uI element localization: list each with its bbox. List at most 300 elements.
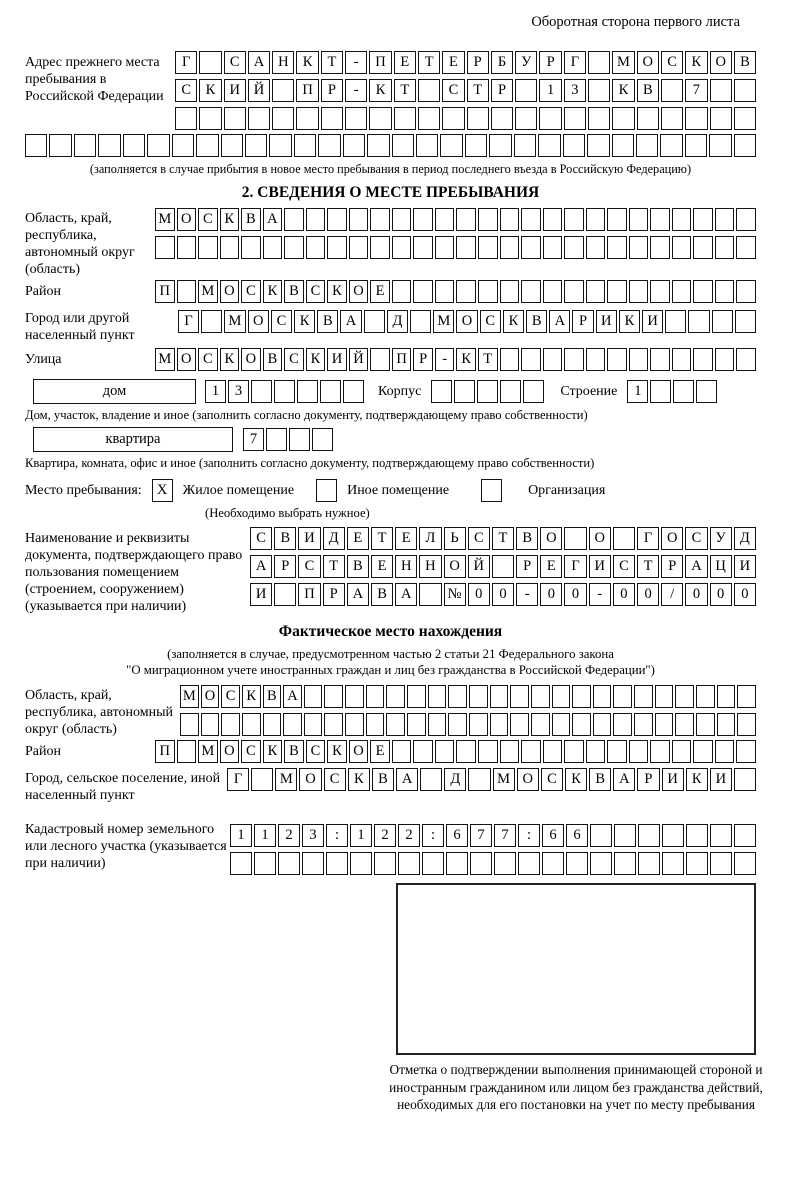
char-cell[interactable] <box>456 208 476 231</box>
char-cell[interactable] <box>531 685 550 708</box>
char-cell[interactable]: П <box>298 583 320 606</box>
char-cell[interactable] <box>542 852 564 875</box>
char-cell[interactable] <box>241 236 261 259</box>
char-cell[interactable] <box>500 740 520 763</box>
char-cell[interactable] <box>629 740 649 763</box>
char-cell[interactable]: 0 <box>613 583 635 606</box>
char-cell[interactable]: Н <box>272 51 294 74</box>
char-cell[interactable]: В <box>637 79 659 102</box>
char-cell[interactable] <box>327 208 347 231</box>
char-cell[interactable]: Р <box>274 555 296 578</box>
char-cell[interactable] <box>629 280 649 303</box>
char-cell[interactable] <box>98 134 120 157</box>
char-cell[interactable] <box>737 713 756 736</box>
char-cell[interactable] <box>696 380 717 403</box>
char-cell[interactable] <box>326 852 348 875</box>
char-cell[interactable] <box>199 107 221 130</box>
char-cell[interactable]: М <box>275 768 297 791</box>
char-cell[interactable] <box>456 740 476 763</box>
char-cell[interactable] <box>650 236 670 259</box>
char-cell[interactable] <box>289 428 310 451</box>
char-cell[interactable]: А <box>395 583 417 606</box>
char-cell[interactable] <box>587 134 609 157</box>
char-cell[interactable] <box>672 280 692 303</box>
char-cell[interactable] <box>413 280 433 303</box>
char-cell[interactable]: М <box>224 310 245 333</box>
char-cell[interactable] <box>500 380 521 403</box>
char-cell[interactable] <box>345 713 364 736</box>
char-cell[interactable] <box>693 280 713 303</box>
char-cell[interactable]: Р <box>321 79 343 102</box>
char-cell[interactable] <box>521 740 541 763</box>
char-cell[interactable]: С <box>685 527 707 550</box>
char-cell[interactable] <box>710 79 732 102</box>
char-cell[interactable]: П <box>392 348 412 371</box>
char-cell[interactable]: К <box>263 740 283 763</box>
char-cell[interactable] <box>672 208 692 231</box>
char-cell[interactable]: Е <box>394 51 416 74</box>
char-cell[interactable]: Р <box>637 768 659 791</box>
char-cell[interactable] <box>251 380 272 403</box>
char-cell[interactable]: Г <box>637 527 659 550</box>
char-cell[interactable] <box>634 713 653 736</box>
char-cell[interactable]: Г <box>227 768 249 791</box>
char-cell[interactable]: - <box>345 51 367 74</box>
char-cell[interactable]: И <box>250 583 272 606</box>
char-cell[interactable] <box>266 428 287 451</box>
char-cell[interactable]: М <box>612 51 634 74</box>
char-cell[interactable]: О <box>456 310 477 333</box>
char-cell[interactable] <box>201 310 222 333</box>
char-cell[interactable] <box>539 107 561 130</box>
char-cell[interactable] <box>538 134 560 157</box>
char-cell[interactable] <box>364 310 385 333</box>
char-cell[interactable] <box>297 380 318 403</box>
char-cell[interactable]: С <box>284 348 304 371</box>
char-cell[interactable] <box>269 134 291 157</box>
char-cell[interactable] <box>572 685 591 708</box>
char-cell[interactable]: 1 <box>254 824 276 847</box>
char-cell[interactable] <box>515 107 537 130</box>
char-cell[interactable]: Д <box>444 768 466 791</box>
char-cell[interactable]: С <box>306 280 326 303</box>
char-cell[interactable] <box>478 740 498 763</box>
checkbox-cell[interactable] <box>316 479 337 502</box>
char-cell[interactable] <box>470 852 492 875</box>
char-cell[interactable]: О <box>299 768 321 791</box>
char-cell[interactable] <box>413 236 433 259</box>
char-cell[interactable] <box>343 380 364 403</box>
char-cell[interactable] <box>607 348 627 371</box>
char-cell[interactable]: И <box>734 555 756 578</box>
char-cell[interactable]: К <box>306 348 326 371</box>
char-cell[interactable] <box>590 852 612 875</box>
char-cell[interactable] <box>468 768 490 791</box>
char-cell[interactable] <box>491 107 513 130</box>
char-cell[interactable] <box>717 685 736 708</box>
char-cell[interactable]: - <box>516 583 538 606</box>
char-cell[interactable]: В <box>241 208 261 231</box>
char-cell[interactable]: Ц <box>710 555 732 578</box>
char-cell[interactable] <box>543 280 563 303</box>
char-cell[interactable] <box>349 208 369 231</box>
char-cell[interactable]: С <box>241 740 261 763</box>
char-cell[interactable]: Р <box>539 51 561 74</box>
char-cell[interactable]: У <box>515 51 537 74</box>
char-cell[interactable] <box>366 713 385 736</box>
char-cell[interactable]: К <box>296 51 318 74</box>
char-cell[interactable] <box>230 852 252 875</box>
char-cell[interactable] <box>521 236 541 259</box>
char-cell[interactable]: Е <box>370 740 390 763</box>
char-cell[interactable]: / <box>661 583 683 606</box>
char-cell[interactable] <box>588 107 610 130</box>
char-cell[interactable] <box>736 740 756 763</box>
char-cell[interactable] <box>734 852 756 875</box>
char-cell[interactable] <box>734 824 756 847</box>
char-cell[interactable]: 7 <box>470 824 492 847</box>
char-cell[interactable] <box>650 280 670 303</box>
char-cell[interactable] <box>715 236 735 259</box>
char-cell[interactable] <box>431 380 452 403</box>
char-cell[interactable] <box>543 348 563 371</box>
char-cell[interactable]: О <box>517 768 539 791</box>
char-cell[interactable]: С <box>468 527 490 550</box>
char-cell[interactable]: А <box>250 555 272 578</box>
char-cell[interactable] <box>294 134 316 157</box>
char-cell[interactable]: М <box>198 280 218 303</box>
char-cell[interactable] <box>304 713 323 736</box>
char-cell[interactable] <box>612 134 634 157</box>
char-cell[interactable]: Л <box>419 527 441 550</box>
char-cell[interactable]: Й <box>349 348 369 371</box>
char-cell[interactable] <box>392 236 412 259</box>
char-cell[interactable]: К <box>220 208 240 231</box>
char-cell[interactable] <box>734 107 756 130</box>
char-cell[interactable] <box>693 236 713 259</box>
char-cell[interactable] <box>448 713 467 736</box>
char-cell[interactable] <box>478 208 498 231</box>
char-cell[interactable] <box>500 348 520 371</box>
char-cell[interactable] <box>221 134 243 157</box>
char-cell[interactable] <box>435 280 455 303</box>
char-cell[interactable]: Т <box>478 348 498 371</box>
char-cell[interactable]: Ь <box>444 527 466 550</box>
char-cell[interactable]: О <box>444 555 466 578</box>
char-cell[interactable]: Т <box>394 79 416 102</box>
char-cell[interactable] <box>418 79 440 102</box>
char-cell[interactable]: Е <box>347 527 369 550</box>
char-cell[interactable] <box>147 134 169 157</box>
char-cell[interactable] <box>715 348 735 371</box>
char-cell[interactable] <box>693 208 713 231</box>
char-cell[interactable]: В <box>516 527 538 550</box>
char-cell[interactable] <box>510 685 529 708</box>
char-cell[interactable]: 6 <box>446 824 468 847</box>
char-cell[interactable] <box>296 107 318 130</box>
char-cell[interactable] <box>693 348 713 371</box>
char-cell[interactable] <box>614 852 636 875</box>
char-cell[interactable] <box>175 107 197 130</box>
char-cell[interactable]: К <box>619 310 640 333</box>
char-cell[interactable] <box>712 310 733 333</box>
char-cell[interactable] <box>734 134 756 157</box>
char-cell[interactable] <box>672 348 692 371</box>
char-cell[interactable]: 6 <box>542 824 564 847</box>
char-cell[interactable] <box>272 107 294 130</box>
char-cell[interactable] <box>123 134 145 157</box>
char-cell[interactable] <box>454 380 475 403</box>
char-cell[interactable] <box>327 236 347 259</box>
char-cell[interactable] <box>428 713 447 736</box>
char-cell[interactable] <box>588 79 610 102</box>
char-cell[interactable]: П <box>369 51 391 74</box>
char-cell[interactable]: Т <box>371 527 393 550</box>
char-cell[interactable]: К <box>503 310 524 333</box>
char-cell[interactable] <box>324 713 343 736</box>
char-cell[interactable] <box>564 527 586 550</box>
char-cell[interactable] <box>636 134 658 157</box>
char-cell[interactable] <box>370 208 390 231</box>
char-cell[interactable] <box>392 134 414 157</box>
char-cell[interactable] <box>564 348 584 371</box>
char-cell[interactable]: В <box>372 768 394 791</box>
char-cell[interactable] <box>416 134 438 157</box>
char-cell[interactable] <box>709 134 731 157</box>
char-cell[interactable] <box>710 824 732 847</box>
char-cell[interactable]: О <box>248 310 269 333</box>
char-cell[interactable]: К <box>565 768 587 791</box>
char-cell[interactable] <box>518 852 540 875</box>
char-cell[interactable] <box>467 107 489 130</box>
char-cell[interactable]: А <box>263 208 283 231</box>
char-cell[interactable]: В <box>371 583 393 606</box>
char-cell[interactable] <box>521 280 541 303</box>
char-cell[interactable] <box>543 208 563 231</box>
char-cell[interactable]: С <box>298 555 320 578</box>
char-cell[interactable] <box>673 380 694 403</box>
char-cell[interactable] <box>180 713 199 736</box>
char-cell[interactable] <box>638 852 660 875</box>
char-cell[interactable]: М <box>433 310 454 333</box>
char-cell[interactable] <box>563 134 585 157</box>
char-cell[interactable]: 1 <box>230 824 252 847</box>
char-cell[interactable] <box>465 134 487 157</box>
char-cell[interactable] <box>661 107 683 130</box>
char-cell[interactable]: С <box>241 280 261 303</box>
char-cell[interactable]: 0 <box>685 583 707 606</box>
char-cell[interactable] <box>629 236 649 259</box>
char-cell[interactable]: Р <box>516 555 538 578</box>
char-cell[interactable]: О <box>349 280 369 303</box>
char-cell[interactable] <box>318 134 340 157</box>
char-cell[interactable] <box>306 208 326 231</box>
char-cell[interactable] <box>392 740 412 763</box>
char-cell[interactable] <box>665 310 686 333</box>
char-cell[interactable] <box>629 208 649 231</box>
char-cell[interactable] <box>662 852 684 875</box>
char-cell[interactable]: А <box>248 51 270 74</box>
char-cell[interactable] <box>224 107 246 130</box>
char-cell[interactable] <box>435 740 455 763</box>
char-cell[interactable] <box>637 107 659 130</box>
char-cell[interactable] <box>715 740 735 763</box>
char-cell[interactable]: С <box>250 527 272 550</box>
char-cell[interactable] <box>469 685 488 708</box>
char-cell[interactable] <box>521 208 541 231</box>
char-cell[interactable]: П <box>296 79 318 102</box>
char-cell[interactable] <box>283 713 302 736</box>
char-cell[interactable]: - <box>345 79 367 102</box>
char-cell[interactable]: С <box>661 51 683 74</box>
char-cell[interactable]: К <box>348 768 370 791</box>
char-cell[interactable] <box>650 208 670 231</box>
char-cell[interactable] <box>696 713 715 736</box>
char-cell[interactable] <box>369 107 391 130</box>
char-cell[interactable] <box>662 824 684 847</box>
char-cell[interactable] <box>478 236 498 259</box>
char-cell[interactable] <box>245 134 267 157</box>
char-cell[interactable]: А <box>396 768 418 791</box>
char-cell[interactable]: 0 <box>637 583 659 606</box>
char-cell[interactable]: Й <box>248 79 270 102</box>
char-cell[interactable] <box>274 583 296 606</box>
char-cell[interactable] <box>736 348 756 371</box>
char-cell[interactable]: В <box>347 555 369 578</box>
char-cell[interactable]: 1 <box>205 380 226 403</box>
char-cell[interactable]: - <box>435 348 455 371</box>
char-cell[interactable]: С <box>198 348 218 371</box>
char-cell[interactable] <box>413 208 433 231</box>
char-cell[interactable] <box>324 685 343 708</box>
char-cell[interactable] <box>489 134 511 157</box>
char-cell[interactable]: К <box>685 51 707 74</box>
char-cell[interactable]: 3 <box>228 380 249 403</box>
char-cell[interactable] <box>419 583 441 606</box>
char-cell[interactable] <box>320 380 341 403</box>
char-cell[interactable] <box>736 280 756 303</box>
char-cell[interactable] <box>566 852 588 875</box>
char-cell[interactable] <box>25 134 47 157</box>
char-cell[interactable]: О <box>637 51 659 74</box>
char-cell[interactable]: У <box>710 527 732 550</box>
char-cell[interactable] <box>710 852 732 875</box>
char-cell[interactable] <box>196 134 218 157</box>
char-cell[interactable]: Н <box>395 555 417 578</box>
char-cell[interactable] <box>693 740 713 763</box>
char-cell[interactable]: С <box>324 768 346 791</box>
char-cell[interactable] <box>572 713 591 736</box>
char-cell[interactable] <box>428 685 447 708</box>
char-cell[interactable] <box>394 107 416 130</box>
char-cell[interactable] <box>386 685 405 708</box>
char-cell[interactable] <box>586 740 606 763</box>
char-cell[interactable]: М <box>198 740 218 763</box>
char-cell[interactable] <box>490 713 509 736</box>
char-cell[interactable] <box>274 380 295 403</box>
char-cell[interactable] <box>564 280 584 303</box>
char-cell[interactable]: Й <box>468 555 490 578</box>
char-cell[interactable] <box>515 79 537 102</box>
char-cell[interactable] <box>531 713 550 736</box>
char-cell[interactable] <box>638 824 660 847</box>
char-cell[interactable] <box>655 685 674 708</box>
char-cell[interactable] <box>74 134 96 157</box>
char-cell[interactable] <box>672 740 692 763</box>
char-cell[interactable]: И <box>710 768 732 791</box>
char-cell[interactable] <box>655 713 674 736</box>
char-cell[interactable] <box>552 713 571 736</box>
char-cell[interactable] <box>469 713 488 736</box>
char-cell[interactable] <box>593 685 612 708</box>
char-cell[interactable]: К <box>456 348 476 371</box>
char-cell[interactable]: 1 <box>539 79 561 102</box>
char-cell[interactable] <box>418 107 440 130</box>
checkbox-cell[interactable] <box>481 479 502 502</box>
char-cell[interactable]: О <box>220 280 240 303</box>
char-cell[interactable]: К <box>327 280 347 303</box>
char-cell[interactable] <box>490 685 509 708</box>
char-cell[interactable] <box>278 852 300 875</box>
char-cell[interactable]: В <box>284 740 304 763</box>
char-cell[interactable]: Е <box>540 555 562 578</box>
char-cell[interactable] <box>634 685 653 708</box>
char-cell[interactable] <box>312 428 333 451</box>
char-cell[interactable]: С <box>224 51 246 74</box>
char-cell[interactable]: Р <box>661 555 683 578</box>
char-cell[interactable]: М <box>180 685 199 708</box>
char-cell[interactable] <box>321 107 343 130</box>
char-cell[interactable] <box>500 208 520 231</box>
char-cell[interactable] <box>392 208 412 231</box>
char-cell[interactable] <box>586 280 606 303</box>
char-cell[interactable] <box>523 380 544 403</box>
char-cell[interactable] <box>435 236 455 259</box>
char-cell[interactable]: С <box>541 768 563 791</box>
char-cell[interactable] <box>590 824 612 847</box>
char-cell[interactable]: 3 <box>302 824 324 847</box>
char-cell[interactable]: С <box>613 555 635 578</box>
char-cell[interactable] <box>543 236 563 259</box>
char-cell[interactable] <box>650 740 670 763</box>
char-cell[interactable] <box>710 107 732 130</box>
char-cell[interactable] <box>593 713 612 736</box>
char-cell[interactable]: Т <box>321 51 343 74</box>
char-cell[interactable]: : <box>326 824 348 847</box>
char-cell[interactable]: 0 <box>710 583 732 606</box>
char-cell[interactable] <box>717 713 736 736</box>
char-cell[interactable]: О <box>349 740 369 763</box>
char-cell[interactable]: Е <box>371 555 393 578</box>
char-cell[interactable] <box>345 685 364 708</box>
char-cell[interactable]: К <box>369 79 391 102</box>
char-cell[interactable] <box>392 280 412 303</box>
char-cell[interactable]: В <box>263 685 282 708</box>
char-cell[interactable] <box>422 852 444 875</box>
char-cell[interactable]: Т <box>418 51 440 74</box>
char-cell[interactable] <box>172 134 194 157</box>
char-cell[interactable]: И <box>596 310 617 333</box>
char-cell[interactable]: К <box>612 79 634 102</box>
char-cell[interactable] <box>413 740 433 763</box>
char-cell[interactable] <box>370 348 390 371</box>
char-cell[interactable]: В <box>317 310 338 333</box>
char-cell[interactable] <box>456 280 476 303</box>
char-cell[interactable] <box>251 768 273 791</box>
char-cell[interactable] <box>734 768 756 791</box>
char-cell[interactable]: А <box>685 555 707 578</box>
char-cell[interactable] <box>304 685 323 708</box>
